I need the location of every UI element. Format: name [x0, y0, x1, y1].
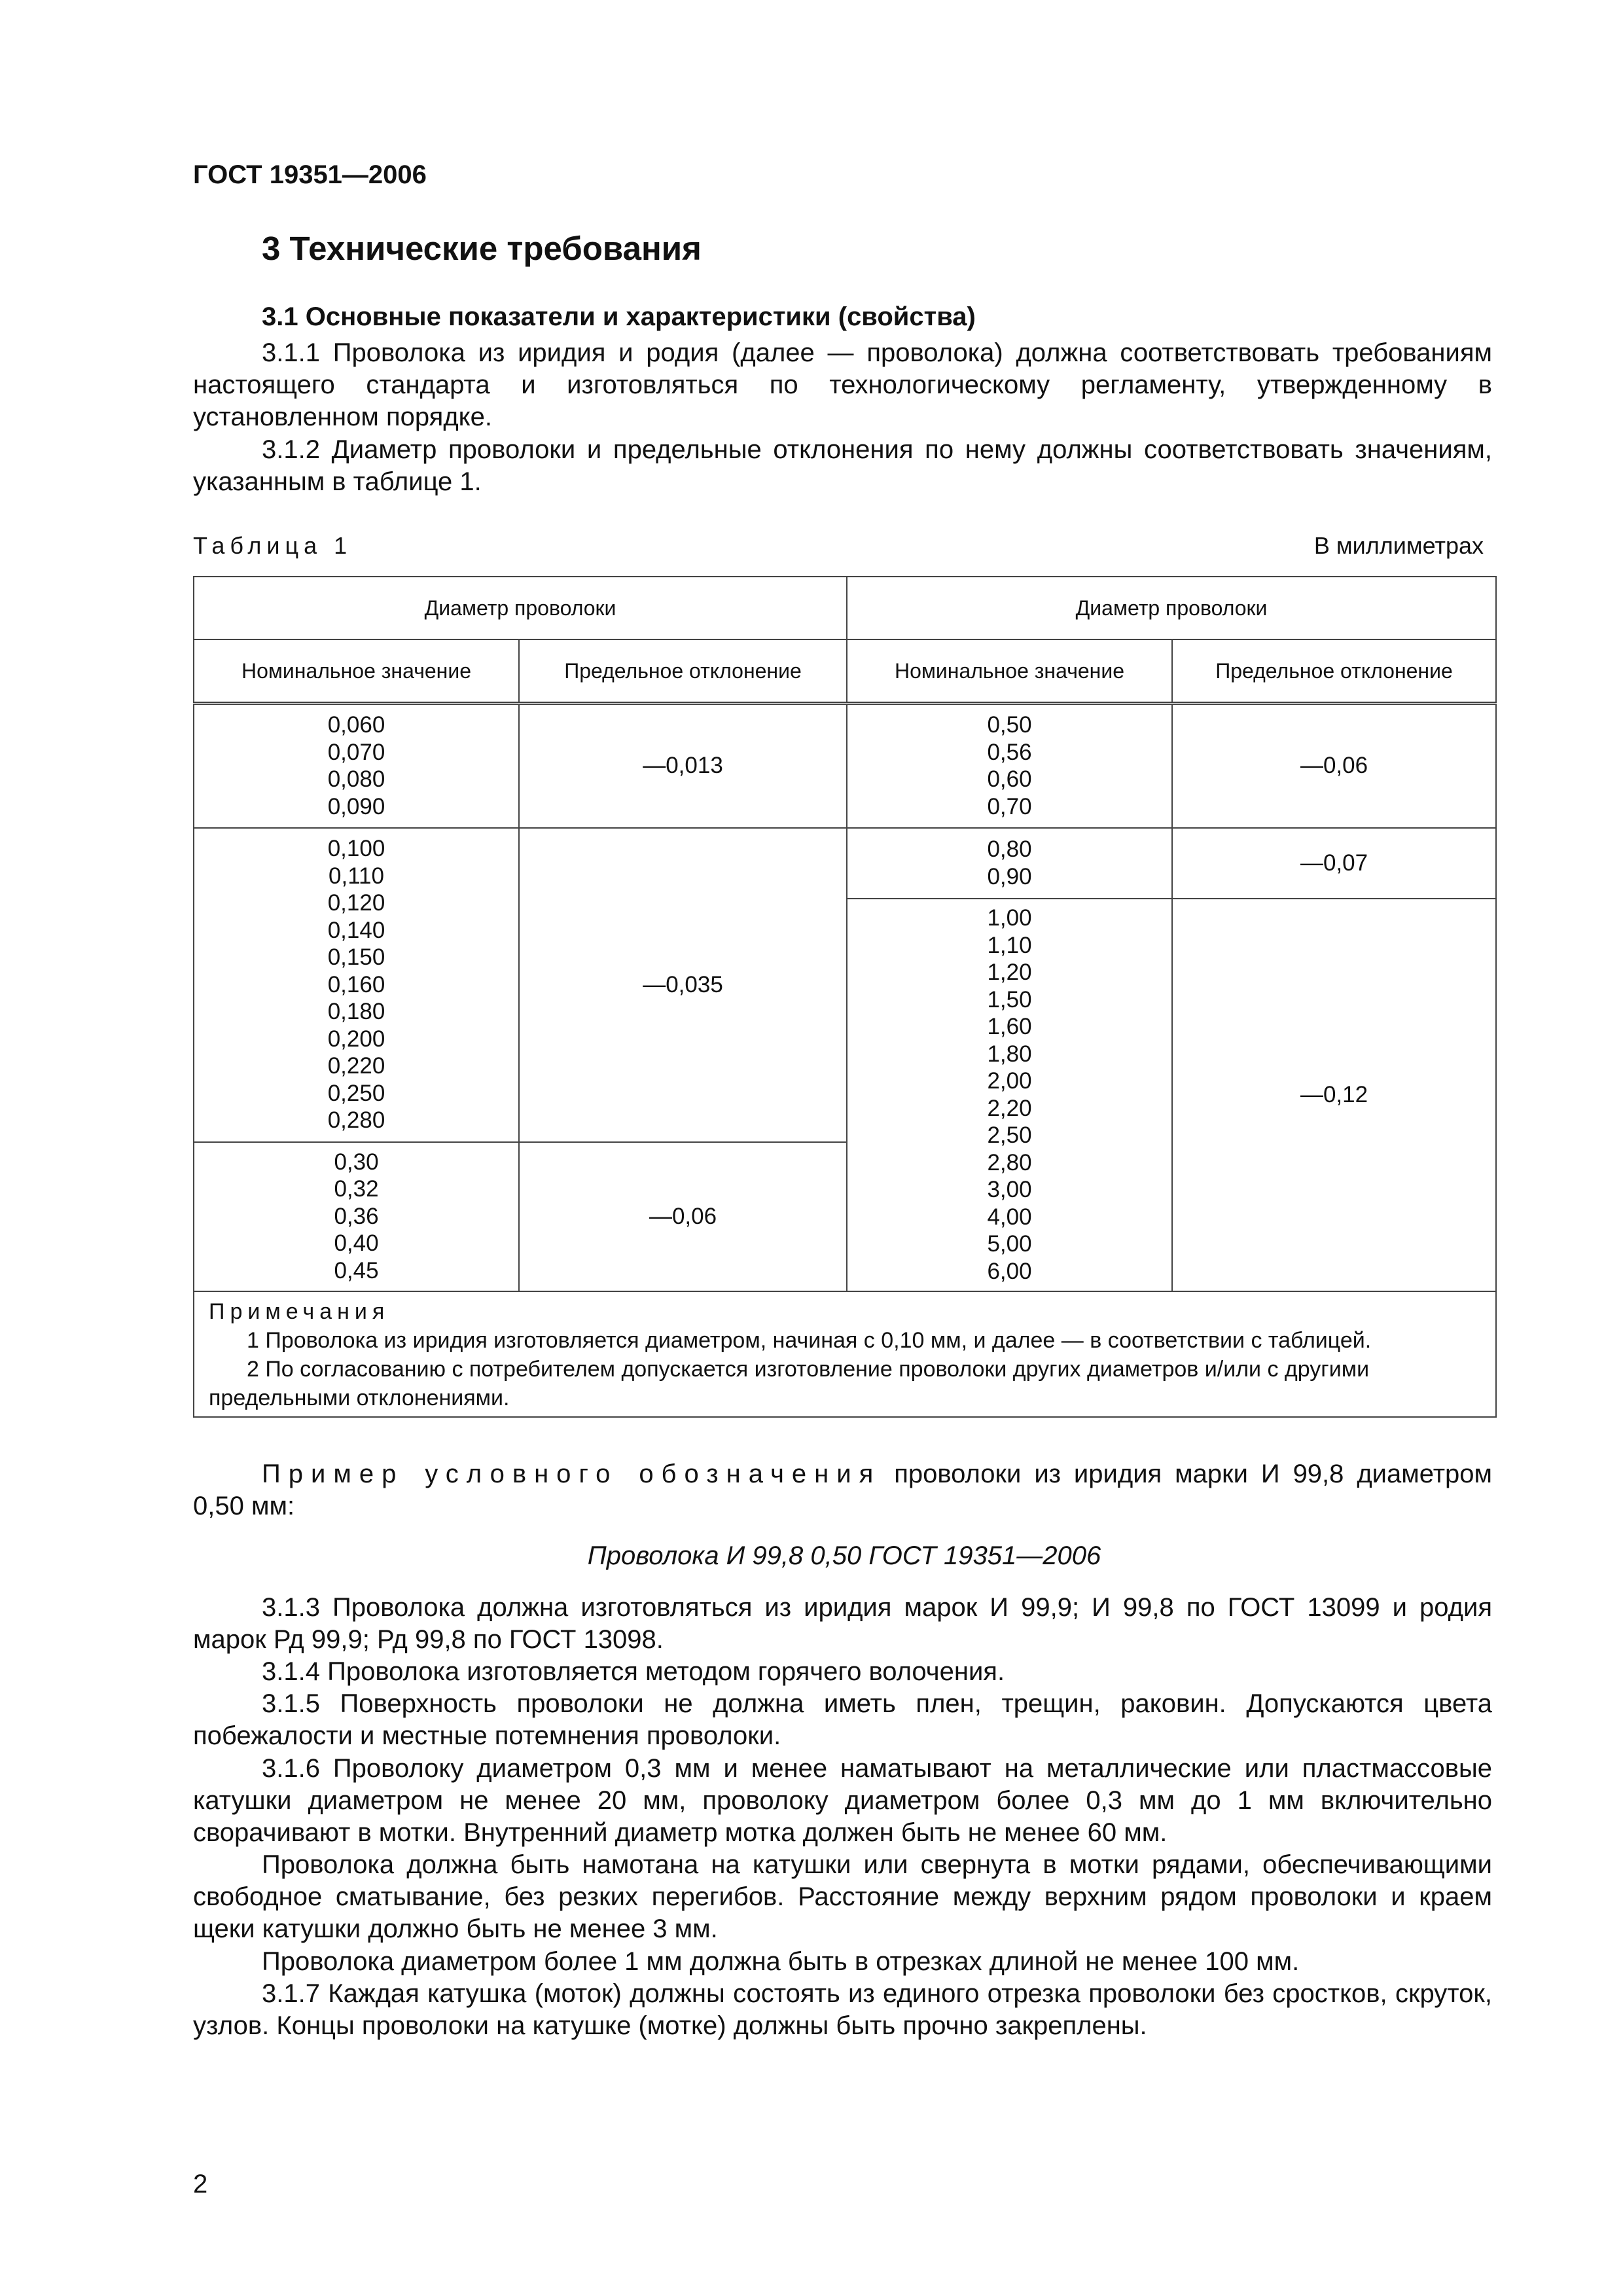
example-label: Пример условного обозначения — [262, 1460, 882, 1488]
subsection-title: 3.1 Основные показатели и характеристики (свойства) — [262, 302, 976, 331]
left-deviation-group-1: —0,013 — [519, 704, 847, 828]
left-nominals-group-3: 0,30 0,32 0,36 0,40 0,45 — [194, 1142, 519, 1291]
column-header-deviation-right: Предельное отклонение — [1172, 639, 1496, 704]
paragraph-3-1-2: 3.1.2 Диаметр проволоки и предельные отклонения по нему должны соответствовать значениям, указанным в таблице 1. — [193, 435, 1492, 496]
group-header-left: Диаметр проволоки — [194, 577, 847, 639]
right-deviation-group-3: —0,12 — [1172, 899, 1496, 1291]
right-nominals-group-1: 0,50 0,56 0,60 0,70 — [847, 704, 1172, 828]
page-number: 2 — [193, 2170, 208, 2198]
paragraph-winding: Проволока должна быть намотана на катушки или свернута в мотки рядами, обеспечивающими свободное сматывание, без резких перегибов. Расстояние между верхним рядом проволоки и краем щеки катушки должно быть не менее 3 мм. — [193, 1850, 1492, 1943]
section-title: 3 Технические требования — [262, 230, 702, 267]
note-1: 1 Проволока из иридия изготовляется диаметром, начиная с 0,10 мм, и далее — в соответствии с таблицей. — [247, 1327, 1372, 1353]
paragraph-3-1-4: 3.1.4 Проволока изготовляется методом горячего волочения. — [262, 1657, 1005, 1686]
left-nominals-group-2: 0,100 0,110 0,120 0,140 0,150 0,160 0,180 0,200 0,220 0,250 0,280 — [194, 828, 519, 1142]
example-text: проволоки из иридия марки И 99,8 диаметром 0,50 мм: — [193, 1460, 1492, 1520]
right-nominals-group-2: 0,80 0,90 — [847, 828, 1172, 899]
paragraph-3-1-1: 3.1.1 Проволока из иридия и родия (далее — проволока) должна соответствовать требованиям настоящего стандарта и изготовляться по технологическому регламенту, утвержденному в установленном порядке. — [193, 338, 1492, 431]
column-header-deviation-left: Предельное отклонение — [519, 639, 847, 704]
paragraph-3-1-6: 3.1.6 Проволоку диаметром 0,3 мм и менее наматывают на металлические или пластмассовые катушки диаметром не менее 20 мм, проволоку диаметром более 0,3 мм до 1 мм включительно сворачивают в мотки. Внутренний диаметр мотка должен быть не менее 60 мм. — [193, 1754, 1492, 1847]
left-deviation-group-2: —0,035 — [519, 828, 847, 1142]
table-notes — [194, 1291, 1496, 1417]
right-deviation-group-1: —0,06 — [1172, 704, 1496, 828]
left-deviation-group-3: —0,06 — [519, 1142, 847, 1291]
paragraph-length: Проволока диаметром более 1 мм должна быть в отрезках длиной не менее 100 мм. — [262, 1947, 1300, 1976]
paragraph-3-1-5: 3.1.5 Поверхность проволоки не должна иметь плен, трещин, раковин. Допускаются цвета побежалости и местные потемнения проволоки. — [193, 1689, 1492, 1750]
diameter-table — [193, 576, 1497, 1418]
right-deviation-group-2: —0,07 — [1172, 828, 1496, 899]
note-2: 2 По согласованию с потребителем допускается изготовление проволоки других диаметров и/или с другими предельными отклонениями. — [209, 1356, 1370, 1410]
column-header-nominal-right: Номинальное значение — [847, 639, 1172, 704]
notes-title: Примечания — [209, 1299, 390, 1324]
group-header-right: Диаметр проволоки — [847, 577, 1496, 639]
left-nominals-group-1: 0,060 0,070 0,080 0,090 — [194, 704, 519, 828]
column-header-nominal-left: Номинальное значение — [194, 639, 519, 704]
paragraph-3-1-3: 3.1.3 Проволока должна изготовляться из иридия марок И 99,9; И 99,8 по ГОСТ 13099 и родия марок Рд 99,9; Рд 99,8 по ГОСТ 13098. — [193, 1593, 1492, 1654]
designation-example — [193, 1458, 1492, 1522]
designation-formula: Проволока И 99,8 0,50 ГОСТ 19351—2006 — [587, 1541, 1101, 1570]
paragraph-3-1-7: 3.1.7 Каждая катушка (моток) должны состоять из единого отрезка проволоки без сростков, скруток, узлов. Концы проволоки на катушке (мотке) должны быть прочно закреплены. — [193, 1979, 1492, 2040]
document-header: ГОСТ 19351—2006 — [193, 160, 427, 189]
table-caption: Таблица 1 — [193, 532, 353, 559]
right-nominals-group-3: 1,00 1,10 1,20 1,50 1,60 1,80 2,00 2,20 2,50 2,80 3,00 4,00 5,00 6,00 — [847, 899, 1172, 1291]
table-units: В миллиметрах — [1313, 532, 1484, 559]
